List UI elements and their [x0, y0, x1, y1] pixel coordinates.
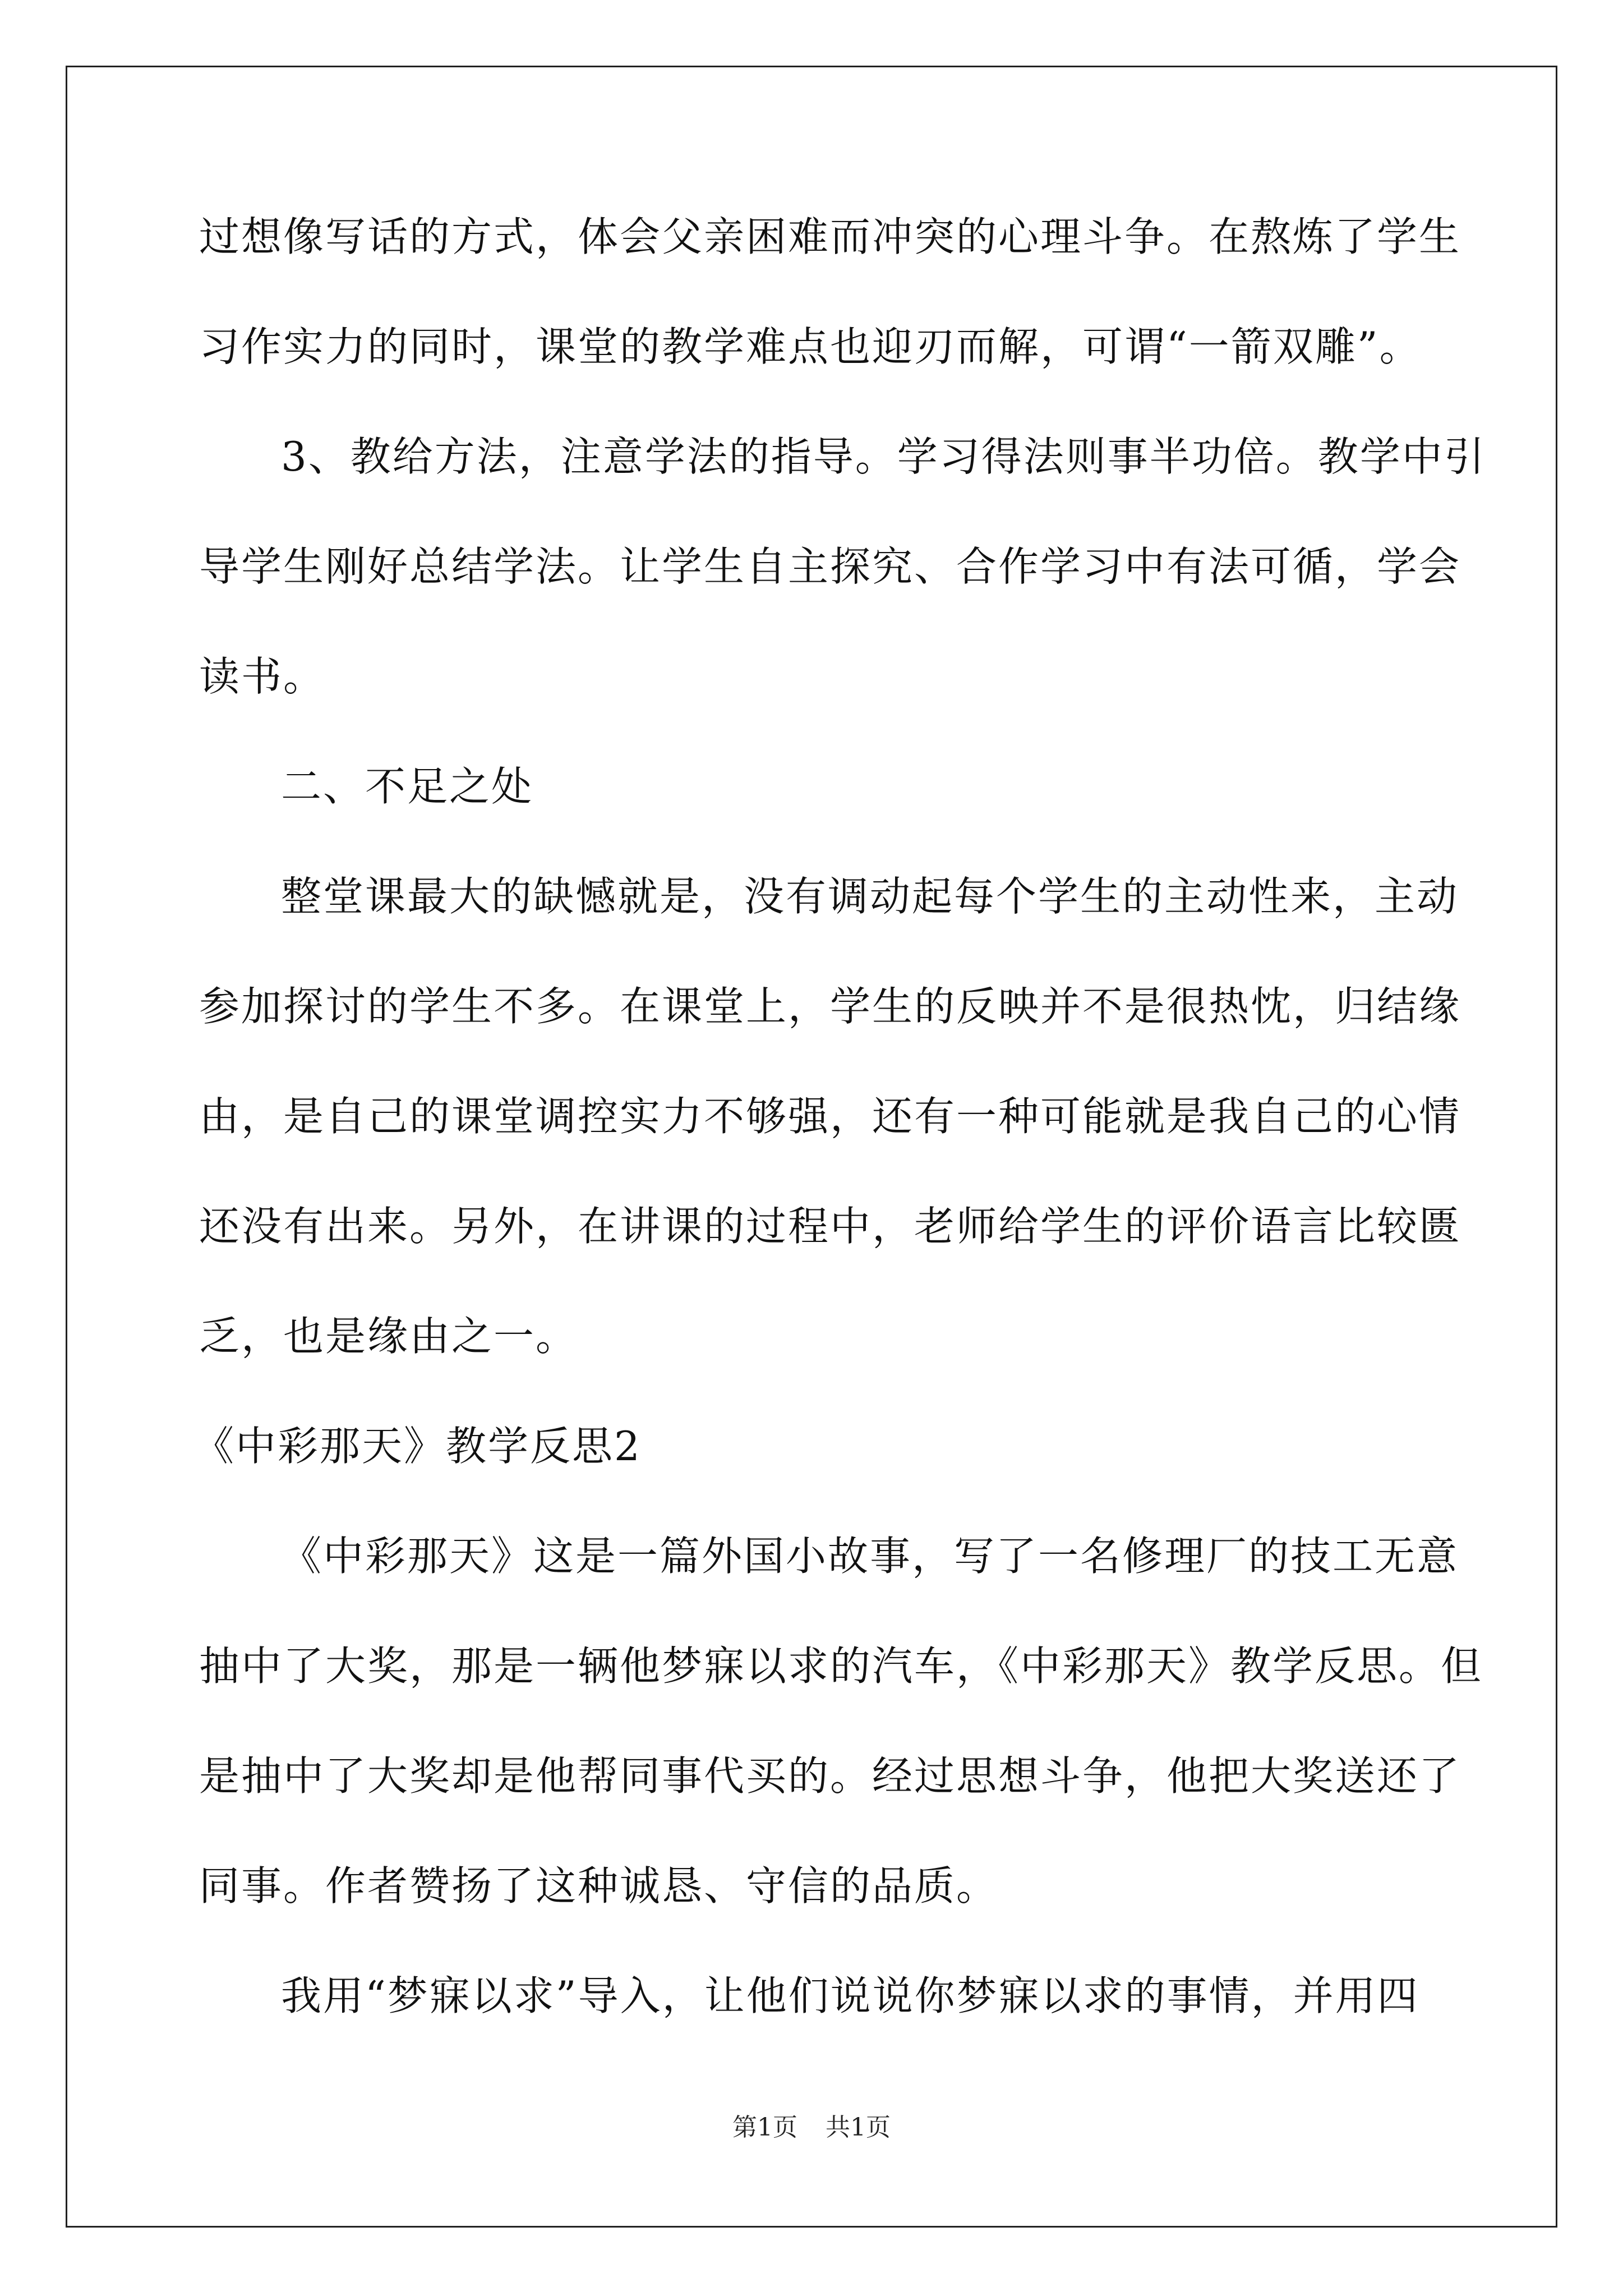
- section-heading: 二、不足之处: [281, 763, 534, 810]
- text-line: 同事。作者赞扬了这种诚恳、守信的品质。: [199, 1862, 999, 1910]
- text-line: 参加探讨的学生不多。在课堂上，学生的反映并不是很热忱，归结缘: [199, 983, 1461, 1030]
- text-line: 过想像写话的方式，体会父亲困难而冲突的心理斗争。在熬炼了学生: [199, 213, 1461, 260]
- text-line: 由，是自己的课堂调控实力不够强，还有一种可能就是我自己的心情: [199, 1093, 1461, 1140]
- page-number: 第1页: [732, 2113, 797, 2142]
- text-line: 是抽中了大奖却是他帮同事代买的。经过思想斗争，他把大奖送还了: [199, 1752, 1461, 1800]
- text-line: 习作实力的同时，课堂的教学难点也迎刃而解，可谓“一箭双雕”。: [199, 323, 1422, 370]
- text-line: 导学生刚好总结学法。让学生自主探究、合作学习中有法可循，学会: [199, 543, 1461, 590]
- text-line: 整堂课最大的缺憾就是，没有调动起每个学生的主动性来，主动: [281, 873, 1459, 920]
- text-line: 乏，也是缘由之一。: [199, 1313, 578, 1360]
- text-line: 我用“梦寐以求”导入，让他们说说你梦寐以求的事情，并用四: [281, 1972, 1419, 2019]
- text-line: 读书。: [199, 653, 326, 700]
- document-body: [193, 209, 1486, 2078]
- page-footer: [0, 2107, 1623, 2143]
- text-line: 3、教给方法，注意学法的指导。学习得法则事半功倍。教学中引: [281, 433, 1486, 480]
- text-line: 抽中了大奖，那是一辆他梦寐以求的汽车，《中彩那天》教学反思。但: [199, 1642, 1483, 1690]
- article-title: 《中彩那天》教学反思2: [193, 1423, 642, 1470]
- text-line: 还没有出来。另外，在讲课的过程中，老师给学生的评价语言比较匮: [199, 1203, 1461, 1250]
- text-line: 《中彩那天》这是一篇外国小故事，写了一名修理厂的技工无意: [281, 1533, 1459, 1580]
- page-total: 共1页: [826, 2113, 891, 2142]
